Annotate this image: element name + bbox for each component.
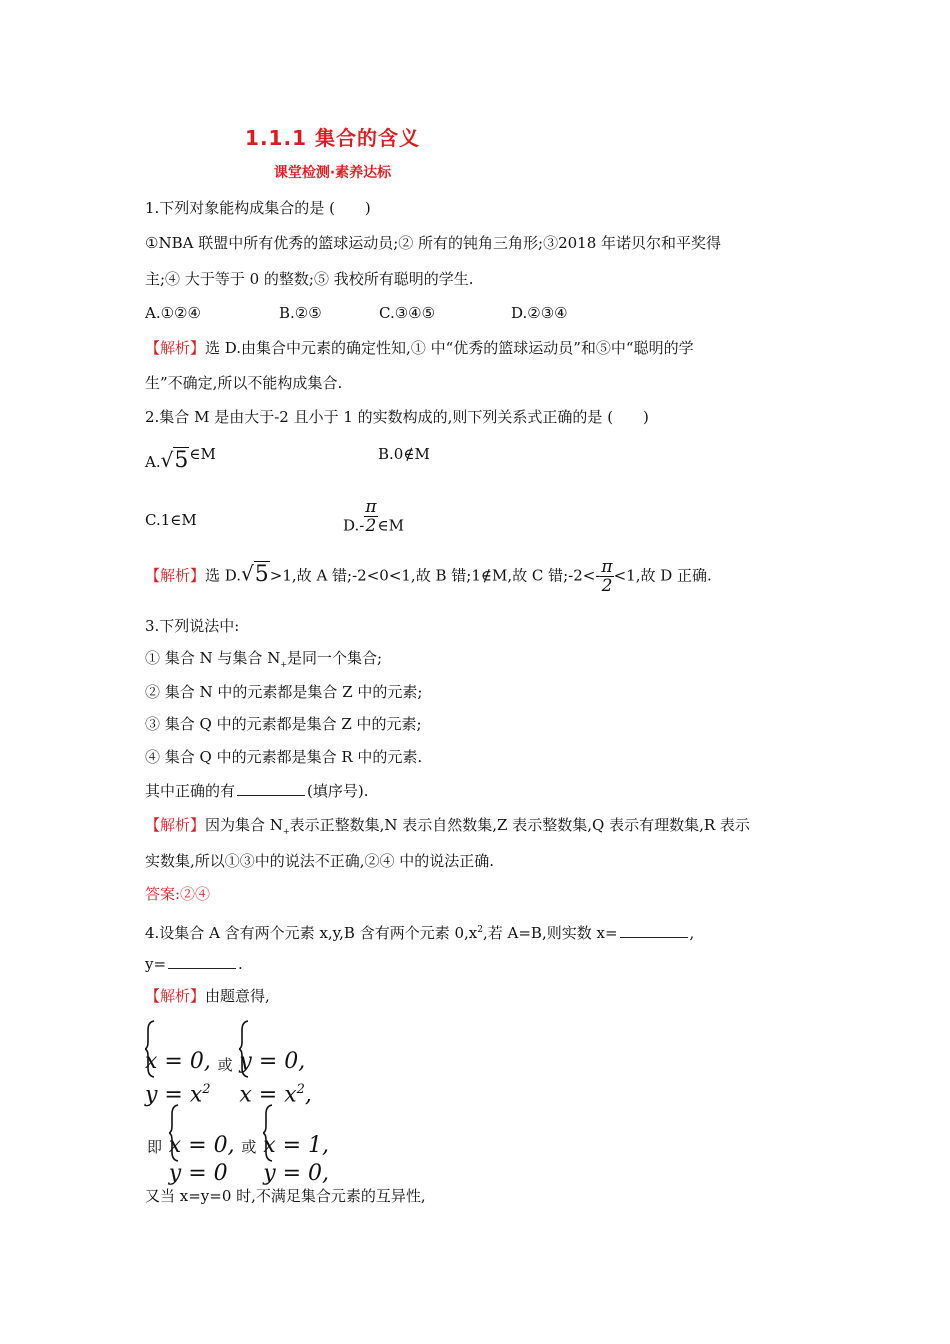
q4-analysis: 【解析】由题意得,	[145, 987, 270, 1005]
q3-analysis-line1: 【解析】因为集合 $N_+$表示正整数集,N 表示自然数集,Z 表示整数集,Q 表示有理数集,R 表示	[145, 816, 750, 836]
q1-option-b: B.②⑤	[279, 304, 322, 322]
pi-over-2-fraction: $\frac{\pi}{2}$	[601, 557, 613, 596]
q3-analysis-line2: 实数集,所以①③中的说法不正确,②④ 中的说法正确.	[145, 852, 495, 870]
analysis-tag: 【解析】	[145, 566, 206, 585]
q3-ask: 其中正确的有 (填序号).	[145, 782, 369, 800]
q4-stem: 4.设集合 A 含有两个元素 x,y,B 含有两个元素 $0,x^2$,若 A=B,则实数 x= ,	[145, 924, 695, 942]
q1-line1: ①NBA 联盟中所有优秀的篮球运动员;② 所有的钝角三角形;③2018 年诺贝尔和平奖得	[145, 234, 722, 252]
q3-stem: 3.下列说法中:	[145, 617, 240, 635]
q1-analysis-line1: 【解析】选 D.由集合中元素的确定性知,① 中“优秀的篮球运动员”和⑤中“聪明的学	[145, 339, 694, 357]
q2-option-d: D.- $\frac{\pi}{2}$ ∈M	[343, 497, 404, 536]
page-title: 1.1.1 集合的含义	[245, 126, 420, 150]
q3-statement-3: ③ 集合 Q 中的元素都是集合 Z 中的元素;	[145, 715, 422, 733]
q3-statement-1: ① 集合 N 与集合 $N_+$是同一个集合;	[145, 649, 383, 669]
q1-analysis-line2: 生”不确定,所以不能构成集合.	[145, 374, 343, 392]
analysis-tag: 【解析】	[145, 339, 206, 357]
equation-system-4: x = 1, y = 0,	[263, 1104, 329, 1188]
pi-over-2-fraction: $\frac{\pi}{2}$	[365, 497, 377, 536]
left-brace-icon	[263, 1104, 273, 1162]
q1-line2: 主;④ 大于等于 0 的整数;⑤ 我校所有聪明的学生.	[145, 270, 474, 288]
answer-blank-y	[168, 954, 236, 969]
q4-y-line: y= .	[145, 955, 243, 973]
or-label: 或	[241, 1137, 257, 1156]
answer-blank	[237, 781, 305, 796]
q2-option-a: A.√5∈M	[145, 445, 216, 473]
left-brace-icon	[145, 1020, 155, 1078]
answer-blank-x	[620, 923, 688, 938]
left-brace-icon	[239, 1020, 249, 1078]
ji-label: 即	[147, 1137, 163, 1156]
equation-systems-row-1	[145, 1020, 312, 1109]
q1-stem: 1.下列对象能构成集合的是 ( )	[145, 199, 371, 217]
q3-answer: 答案:②④	[145, 885, 211, 903]
q4-last-line: 又当 x=y=0 时,不满足集合元素的互异性,	[145, 1187, 426, 1205]
q2-option-b: B.0∉M	[378, 445, 430, 463]
q3-statement-4: ④ 集合 Q 中的元素都是集合 R 中的元素.	[145, 748, 423, 766]
q2-option-c: C.1∈M	[145, 511, 197, 529]
q1-option-c: C.③④⑤	[379, 304, 436, 322]
analysis-tag: 【解析】	[145, 816, 206, 834]
equation-system-2: y = 0, $x = x^2$,	[239, 1020, 312, 1109]
q2-stem: 2.集合 M 是由大于-2 且小于 1 的实数构成的,则下列关系式正确的是 ( )	[145, 408, 649, 426]
q3-statement-2: ② 集合 N 中的元素都是集合 Z 中的元素;	[145, 683, 423, 701]
page-subtitle: 课堂检测·素养达标	[273, 165, 392, 181]
equation-systems-row-2	[145, 1104, 329, 1188]
q1-option-d: D.②③④	[511, 304, 568, 322]
analysis-tag: 【解析】	[145, 987, 206, 1005]
or-label: 或	[217, 1056, 233, 1075]
equation-system-3: x = 0, y = 0	[169, 1104, 235, 1188]
left-brace-icon	[169, 1104, 179, 1162]
equation-system-1: x = 0, $y = x^2$	[145, 1020, 211, 1109]
q1-option-a: A.①②④	[145, 304, 201, 322]
q2-analysis: 【解析】选 D.√5>1,故 A 错;-2<0<1,故 B 错;1∉M,故 C 错;-2<- $\frac{\pi}{2}$ <1,故 D 正确.	[145, 557, 712, 596]
